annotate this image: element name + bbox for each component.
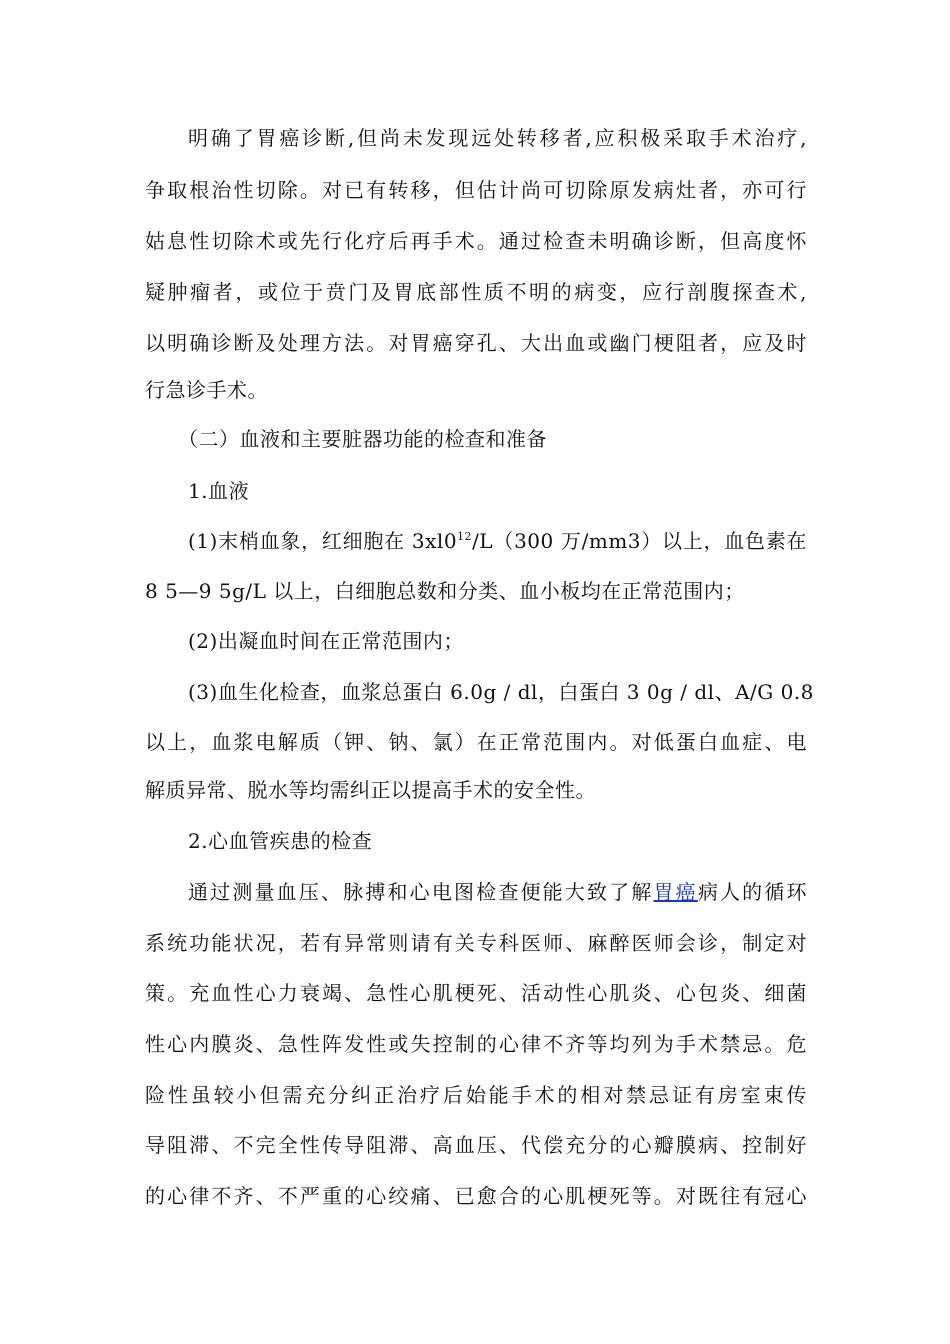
paragraph-line: 行急诊手术。 — [145, 378, 268, 402]
subsection-heading: 2.心血管疾患的检查 — [188, 829, 373, 853]
superscript-exponent: 12 — [457, 530, 473, 543]
paragraph-line: 明确了胃癌诊断,但尚未发现远处转移者,应积极采取手术治疗, — [188, 126, 807, 150]
paragraph-line: 以明确诊断及处理方法。对胃癌穿孔、大出血或幽门梗阻者，应及时 — [145, 331, 807, 355]
paragraph-line: 争取根治性切除。对已有转移，但估计尚可切除原发病灶者，亦可行 — [145, 178, 807, 202]
paragraph-line: 以上，血浆电解质（钾、钠、氯）在正常范围内。对低蛋白血症、电 — [145, 730, 807, 754]
paragraph-line: 的心律不齐、不严重的心绞痛、已愈合的心肌梗死等。对既往有冠心 — [145, 1184, 807, 1208]
paragraph-line: 姑息性切除术或先行化疗后再手术。通过检查未明确诊断，但高度怀 — [145, 229, 807, 253]
paragraph-line: 8 5—9 5g/L 以上，白细胞总数和分类、血小板均在正常范围内； — [145, 579, 745, 603]
paragraph-line: (3)血生化检查，血浆总蛋白 6.0g / dl，白蛋白 3 0g / dl、A/G 0.8 — [188, 680, 814, 704]
stomach-cancer-link[interactable]: 胃癌 — [653, 880, 698, 904]
paragraph-line: (2)出凝血时间在正常范围内； — [188, 629, 464, 653]
subsection-heading: 1.血液 — [188, 479, 250, 503]
paragraph-line — [188, 528, 807, 554]
line-text: /L（300 万/mm3）以上，血色素在 — [472, 529, 807, 553]
paragraph-line: 解质异常、脱水等均需纠正以提高手术的安全性。 — [145, 778, 596, 802]
paragraph-line: 系统功能状况，若有异常则请有关专科医师、麻醉医师会诊，制定对 — [145, 931, 807, 955]
paragraph-line: 策。充血性心力衰竭、急性心肌梗死、活动性心肌炎、心包炎、细菌 — [145, 981, 807, 1005]
paragraph-line — [188, 879, 807, 905]
line-text: 病人的循环 — [697, 880, 808, 904]
line-text: (1)末梢血象，红细胞在 3xl0 — [188, 529, 458, 553]
paragraph-line: 疑肿瘤者，或位于贲门及胃底部性质不明的病变，应行剖腹探查术, — [145, 280, 807, 304]
section-heading: （二）血液和主要脏器功能的检查和准备 — [178, 427, 547, 451]
paragraph-line: 导阻滞、不完全性传导阻滞、高血压、代偿充分的心瓣膜病、控制好 — [145, 1133, 807, 1157]
line-text: 通过测量血压、脉搏和心电图检查便能大致了解 — [188, 880, 654, 904]
paragraph-line: 性心内膜炎、急性阵发性或失控制的心律不齐等均列为手术禁忌。危 — [145, 1032, 807, 1056]
paragraph-line: 险性虽较小但需充分纠正治疗后始能手术的相对禁忌证有房室束传 — [145, 1083, 807, 1107]
